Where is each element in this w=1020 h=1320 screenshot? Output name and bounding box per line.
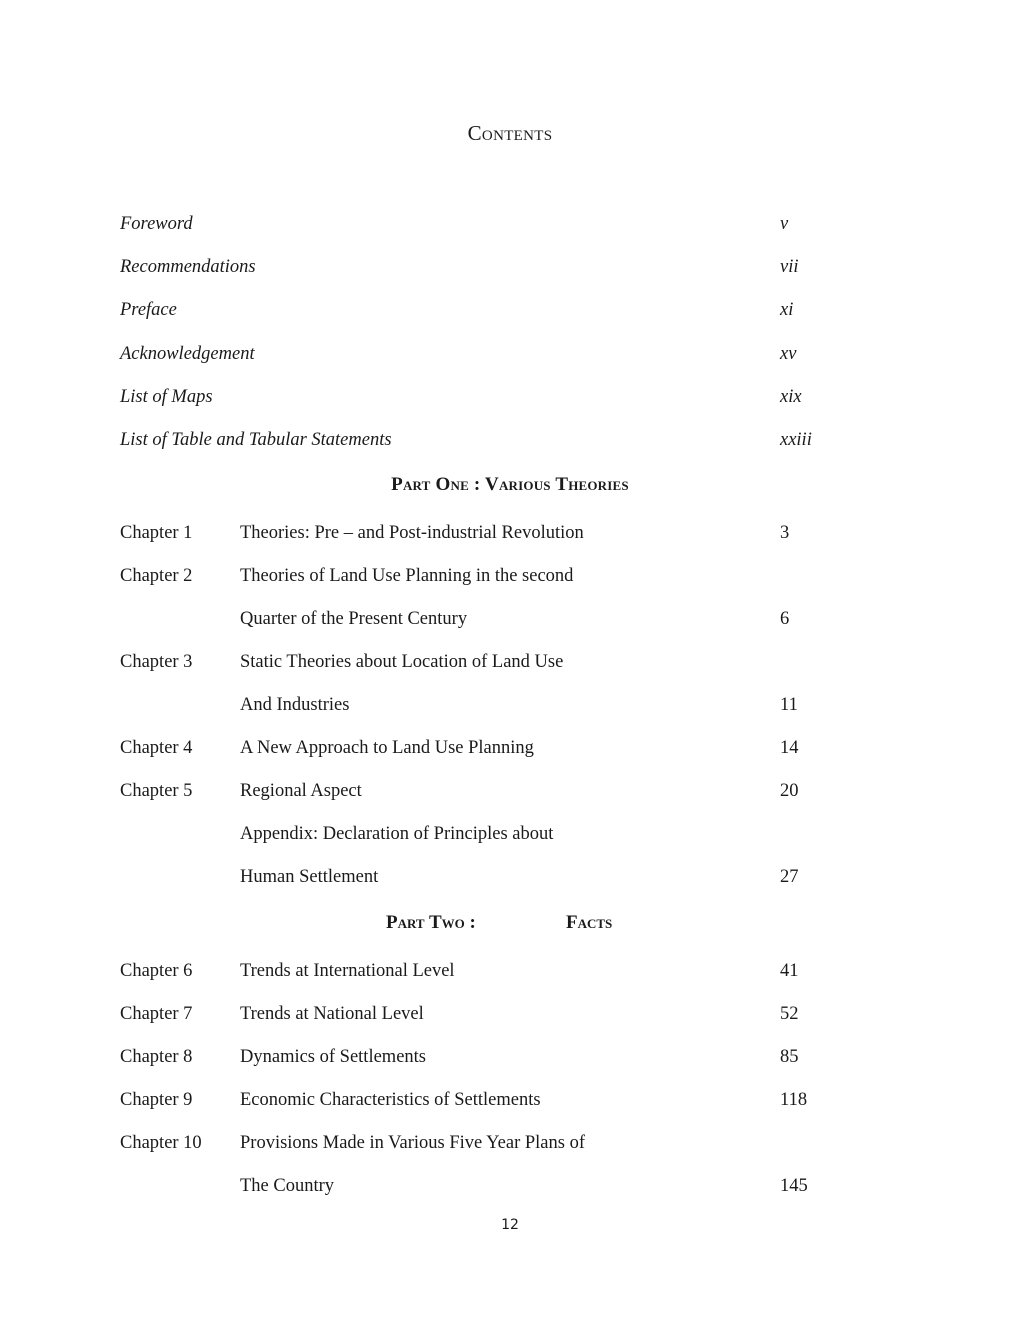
chapter-number: Chapter 3 [120,652,193,672]
chapter-number: Chapter 6 [120,961,193,981]
toc-entry-foreword [0,209,1020,239]
toc-entry-recommendations [0,252,1020,282]
toc-row [0,999,1020,1029]
chapter-page: 85 [780,1047,799,1067]
toc-row [0,733,1020,763]
chapter-number: Chapter 9 [120,1090,193,1110]
toc-row [0,819,1020,849]
chapter-number: Chapter 2 [120,566,193,586]
part-two-heading-title: Facts [566,912,613,933]
entry-label: Recommendations [120,257,256,277]
chapter-number: Chapter 4 [120,738,193,758]
chapter-number: Chapter 10 [120,1133,202,1153]
toc-entry-list-of-maps [0,382,1020,412]
chapter-title: Trends at National Level [240,1004,424,1024]
toc-row [0,1085,1020,1115]
chapter-title: Theories of Land Use Planning in the second [240,566,574,586]
entry-page: xix [780,387,802,407]
toc-row [0,1171,1020,1201]
toc-entry-list-of-tables [0,425,1020,455]
chapter-page: 145 [780,1176,808,1196]
toc-row [0,561,1020,591]
part-two-heading-label: Part Two : [386,912,476,933]
entry-label: Foreword [120,214,193,234]
toc-row [0,647,1020,677]
toc-row [0,956,1020,986]
chapter-page: 52 [780,1004,799,1024]
toc-row [0,776,1020,806]
chapter-title: Quarter of the Present Century [240,609,468,629]
toc-row [0,518,1020,548]
chapter-page: 3 [780,523,790,543]
page-number: 12 [501,1217,519,1233]
entry-label: List of Maps [120,387,213,407]
toc-row [0,690,1020,720]
chapter-page: 14 [780,738,799,758]
chapter-title: Provisions Made in Various Five Year Plans of [240,1133,585,1153]
chapter-page: 41 [780,961,799,981]
chapter-title: Dynamics of Settlements [240,1047,426,1067]
chapter-title: And Industries [240,695,350,715]
chapter-title: A New Approach to Land Use Planning [240,738,534,758]
entry-label: Preface [120,300,177,320]
toc-row [0,604,1020,634]
chapter-title: Static Theories about Location of Land Use [240,652,564,672]
chapter-title: Trends at International Level [240,961,455,981]
chapter-title: Economic Characteristics of Settlements [240,1090,541,1110]
chapter-page: 27 [780,867,799,887]
chapter-title: Regional Aspect [240,781,362,801]
chapter-number: Chapter 5 [120,781,193,801]
chapter-page: 6 [780,609,790,629]
page-title: Contents [467,121,553,145]
entry-page: vii [780,257,799,277]
entry-page: v [780,214,789,234]
chapter-page: 20 [780,781,799,801]
chapter-page: 118 [780,1090,808,1110]
entry-page: xxiii [780,430,812,450]
toc-row [0,862,1020,892]
entry-label: List of Table and Tabular Statements [120,430,392,450]
chapter-number: Chapter 1 [120,523,193,543]
entry-label: Acknowledgement [120,344,255,364]
toc-row [0,1128,1020,1158]
toc-entry-acknowledgement [0,339,1020,369]
entry-page: xv [780,344,797,364]
chapter-title: Human Settlement [240,867,379,887]
entry-page: xi [780,300,794,320]
chapter-title: Theories: Pre – and Post-industrial Revolution [240,523,584,543]
chapter-number: Chapter 7 [120,1004,193,1024]
chapter-page: 11 [780,695,798,715]
part-one-heading: Part One : Various Theories [391,474,629,495]
toc-row [0,1042,1020,1072]
toc-entry-preface [0,295,1020,325]
chapter-title: Appendix: Declaration of Principles about [240,824,554,844]
chapter-title: The Country [240,1176,335,1196]
chapter-number: Chapter 8 [120,1047,193,1067]
